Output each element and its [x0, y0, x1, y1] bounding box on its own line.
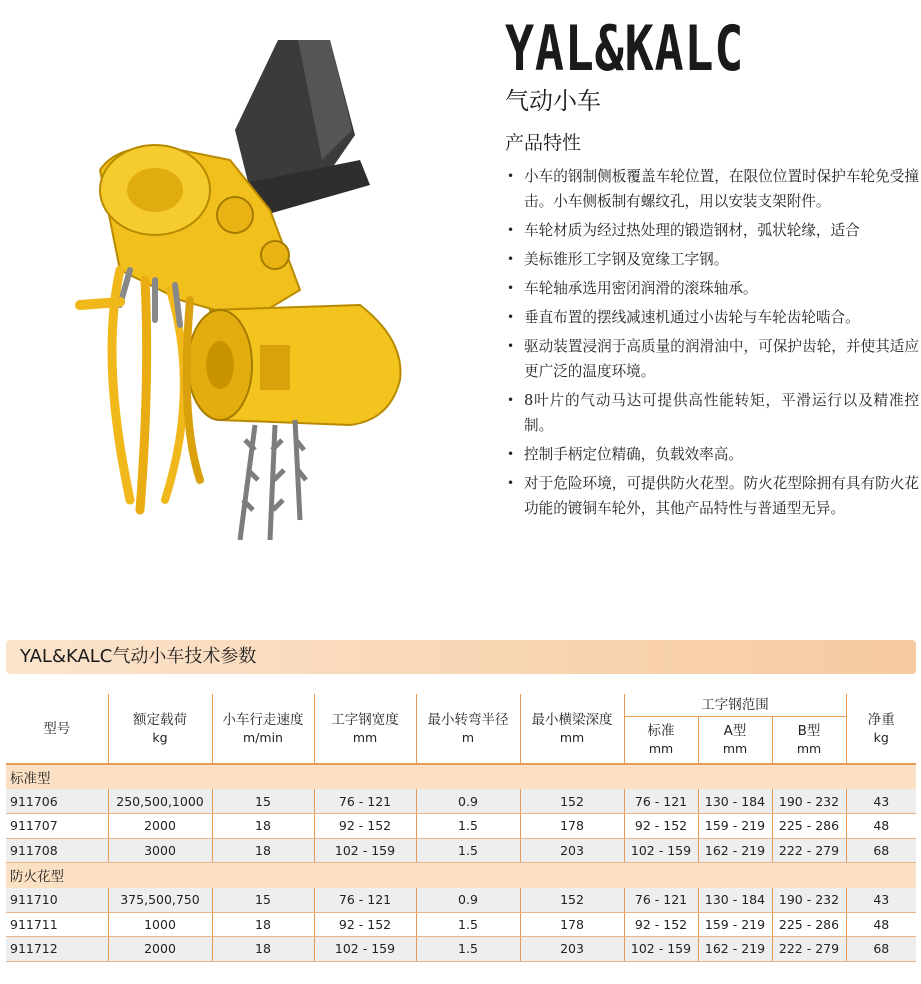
col-header-range-b: B型 mm	[772, 716, 846, 764]
table-cell: 18	[212, 838, 314, 863]
table-cell: 152	[520, 888, 624, 913]
features-heading: 产品特性	[505, 132, 582, 154]
table-cell: 203	[520, 937, 624, 962]
table-cell: 1000	[108, 912, 212, 937]
col-header-load: 额定载荷 kg	[108, 694, 212, 764]
table-cell: 76 - 121	[624, 789, 698, 814]
table-cell: 92 - 152	[624, 814, 698, 839]
table-cell: 68	[846, 937, 916, 962]
col-header-range-a: A型 mm	[698, 716, 772, 764]
table-cell: 152	[520, 789, 624, 814]
col-header-min-depth: 最小横梁深度 mm	[520, 694, 624, 764]
feature-item	[507, 388, 919, 438]
table-row	[6, 838, 916, 863]
feature-text: 8叶片的气动马达可提供高性能转矩，平滑运行以及精准控制。	[524, 392, 919, 434]
table-cell: 203	[520, 838, 624, 863]
table-row	[6, 912, 916, 937]
table-cell: 0.9	[416, 789, 520, 814]
table-cell: 162 - 219	[698, 937, 772, 962]
table-cell: 222 - 279	[772, 937, 846, 962]
feature-item	[507, 442, 919, 467]
bullet-icon: •	[507, 339, 515, 353]
table-cell: 222 - 279	[772, 838, 846, 863]
table-cell: 159 - 219	[698, 814, 772, 839]
table-cell: 162 - 219	[698, 838, 772, 863]
table-cell: 15	[212, 789, 314, 814]
feature-text: 车轮材质为经过热处理的锻造钢材，弧状轮缘，适合	[524, 222, 860, 239]
air-motor-illustration	[188, 305, 401, 425]
table-cell: 48	[846, 814, 916, 839]
bullet-icon: •	[507, 310, 515, 324]
col-header-range-standard: 标准 mm	[624, 716, 698, 764]
table-cell: 43	[846, 789, 916, 814]
feature-text: 小车的钢制侧板覆盖车轮位置，在限位位置时保护车轮免受撞击。小车侧板制有螺纹孔，用以安装支架附件。	[524, 168, 919, 210]
table-cell: 48	[846, 912, 916, 937]
table-row	[6, 937, 916, 962]
bullet-icon: •	[507, 169, 515, 183]
bullet-icon: •	[507, 393, 515, 407]
table-cell: 76 - 121	[314, 888, 416, 913]
table-cell: 0.9	[416, 888, 520, 913]
table-cell: 1.5	[416, 912, 520, 937]
table-cell: 102 - 159	[624, 937, 698, 962]
air-hoses-illustration	[80, 270, 200, 510]
spec-table	[6, 694, 916, 962]
feature-item	[507, 305, 919, 330]
table-group-row	[6, 863, 916, 888]
table-cell: 2000	[108, 814, 212, 839]
table-cell: 68	[846, 838, 916, 863]
col-header-beam-width: 工字钢宽度 mm	[314, 694, 416, 764]
product-subtitle: 气动小车	[505, 87, 601, 115]
table-cell: 190 - 232	[772, 789, 846, 814]
product-image	[60, 40, 440, 540]
table-cell: 178	[520, 814, 624, 839]
table-cell: 43	[846, 888, 916, 913]
spec-section-banner	[6, 640, 916, 674]
bullet-icon: •	[507, 252, 515, 266]
load-chain-illustration	[240, 420, 306, 540]
table-cell: 76 - 121	[314, 789, 416, 814]
feature-item	[507, 334, 919, 384]
col-header-beam-range: 工字钢范围	[624, 694, 846, 716]
table-cell: 130 - 184	[698, 888, 772, 913]
table-row	[6, 814, 916, 839]
feature-text: 控制手柄定位精确，负载效率高。	[524, 446, 743, 463]
table-cell: 911707	[6, 814, 108, 839]
group-label: 标准型	[6, 764, 916, 789]
spec-section-title: YAL&KALC气动小车技术参数	[20, 646, 257, 667]
table-cell: 18	[212, 937, 314, 962]
table-cell: 15	[212, 888, 314, 913]
table-row	[6, 789, 916, 814]
table-cell: 3000	[108, 838, 212, 863]
table-group-row	[6, 764, 916, 789]
table-cell: 102 - 159	[314, 838, 416, 863]
group-label: 防火花型	[6, 863, 916, 888]
table-cell: 92 - 152	[314, 912, 416, 937]
table-cell: 375,500,750	[108, 888, 212, 913]
table-cell: 911711	[6, 912, 108, 937]
product-title: YAL&KALC	[505, 12, 745, 85]
table-cell: 1.5	[416, 838, 520, 863]
table-cell: 1.5	[416, 814, 520, 839]
table-cell: 130 - 184	[698, 789, 772, 814]
bullet-icon: •	[507, 223, 515, 237]
bullet-icon: •	[507, 281, 515, 295]
feature-text: 车轮轴承选用密闭润滑的滚珠轴承。	[524, 280, 758, 297]
table-cell: 250,500,1000	[108, 789, 212, 814]
table-cell: 92 - 152	[314, 814, 416, 839]
feature-item	[507, 164, 919, 214]
feature-item	[507, 247, 919, 272]
feature-item	[507, 218, 919, 243]
table-cell: 2000	[108, 937, 212, 962]
col-header-speed: 小车行走速度 m/min	[212, 694, 314, 764]
table-cell: 76 - 121	[624, 888, 698, 913]
table-cell: 225 - 286	[772, 912, 846, 937]
feature-text: 垂直布置的摆线减速机通过小齿轮与车轮齿轮啮合。	[524, 309, 860, 326]
table-cell: 102 - 159	[624, 838, 698, 863]
feature-item	[507, 471, 919, 521]
bullet-icon: •	[507, 476, 515, 490]
col-header-min-radius: 最小转弯半径 m	[416, 694, 520, 764]
bullet-icon: •	[507, 447, 515, 461]
table-row	[6, 888, 916, 913]
table-cell: 911712	[6, 937, 108, 962]
table-cell: 18	[212, 814, 314, 839]
table-cell: 92 - 152	[624, 912, 698, 937]
feature-text: 对于危险环境，可提供防火花型。防火花型除拥有具有防火花功能的镀铜车轮外，其他产品特性与普通型无异。	[524, 475, 919, 517]
spec-table-header	[6, 694, 916, 764]
table-cell: 178	[520, 912, 624, 937]
col-header-model: 型号	[6, 694, 108, 764]
table-cell: 911708	[6, 838, 108, 863]
table-cell: 911706	[6, 789, 108, 814]
feature-text: 美标锥形工字钢及宽缘工字钢。	[524, 251, 729, 268]
col-header-weight: 净重 kg	[846, 694, 916, 764]
spec-table-body	[6, 764, 916, 961]
feature-text: 驱动装置浸润于高质量的润滑油中，可保护齿轮，并使其适应更广泛的温度环境。	[524, 338, 919, 380]
feature-item	[507, 276, 919, 301]
table-cell: 18	[212, 912, 314, 937]
table-cell: 190 - 232	[772, 888, 846, 913]
table-cell: 1.5	[416, 937, 520, 962]
table-cell: 102 - 159	[314, 937, 416, 962]
table-cell: 911710	[6, 888, 108, 913]
feature-list	[507, 164, 919, 525]
table-cell: 225 - 286	[772, 814, 846, 839]
table-cell: 159 - 219	[698, 912, 772, 937]
